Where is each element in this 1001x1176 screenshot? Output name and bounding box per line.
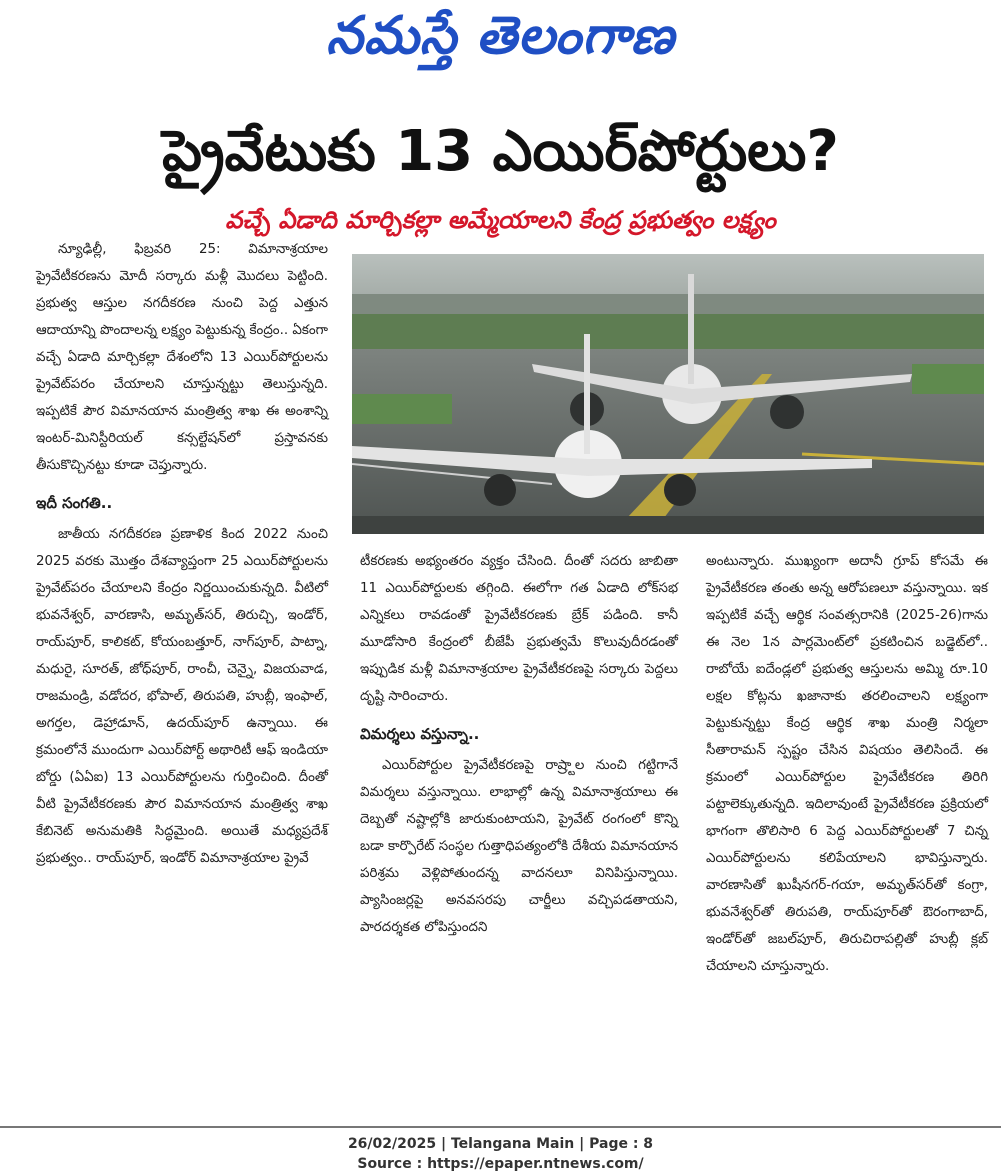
newspaper-logo: నమస్తే తెలంగాణ <box>326 6 675 66</box>
masthead <box>0 0 1001 82</box>
article-subheadline: వచ్చే ఏడాది మార్చికల్లా అమ్మేయాలని కేంద్ర ప్రభుత్వం లక్ష్యం <box>225 206 776 234</box>
section-heading: ఇదీ సంగతి.. <box>36 494 113 512</box>
paragraph: న్యూఢిల్లీ, ఫిబ్రవరి 25: విమానాశ్రయాల ప్రైవేటీకరణను మోదీ సర్కారు మళ్లీ మొదలు పెట్టింది. ప్రభుత్వ ఆస్తుల నగదీకరణ నుంచి పెద్ద ఎత్తున ఆదాయాన్ని పొందాలన్న లక్ష్యం పెట్టుకున్న కేంద్రం.. ఏకంగా వచ్చే ఏడాది మార్చికల్లా దేశంలోని 13 ఎయిర్‌పోర్టులను ప్రైవేట్‌పరం చేయాలని చూస్తున్నట్టు తెలుస్తున్నది. ఇప్పటికే పౌర విమానయాన మంత్రిత్వ శాఖ ఈ అంశాన్ని ఇంటర్-మినిస్టీరియల్ కన్సల్టేషన్‌లో ప్రస్తావనకు తీసుకొచ్చినట్టు కూడా చెప్తున్నారు. <box>36 242 328 473</box>
article-headline: ప్రైవేటుకు 13 ఎయిర్‌పోర్టులు? <box>162 119 839 184</box>
paragraph: జాతీయ నగదీకరణ ప్రణాళిక కింద 2022 నుంచి 2025 వరకు మొత్తం దేశవ్యాప్తంగా 25 ఎయిర్‌పోర్టులను ప్రైవేట్‌పరం చేయాలని కేంద్రం నిర్ణయించుకున్నది. వీటిలో భువనేశ్వర్, వారణాసి, అమృత్‌సర్, తిరుచ్చి, ఇండోర్, రాయ్‌పూర్, కాలికట్, కోయంబత్తూర్, నాగ్‌పూర్, పాట్నా, మధురై, సూరత్, జోధ్‌పూర్, రాంచీ, చెన్నై, విజయవాడ, రాజమండ్రి, వడోదర, భోపాల్, తిరుపతి, హుబ్లీ, ఇంఫాల్, అగర్తల, డెహ్రాడూన్, ఉదయ్‌పూర్ ఉన్నాయి. ఈ క్రమంలోనే ముందుగా ఎయిర్‌పోర్ట్ అథారిటీ ఆఫ్ ఇండియా బోర్డు (ఏఏఐ) 13 ఎయిర్‌పోర్టులను గుర్తించింది. దీంతో వీటి ప్రైవేటీకరణకు పౌర విమానయాన మంత్రిత్వ శాఖ కేబినెట్ అనుమతికి సిద్ధమైంది. అయితే మధ్యప్రదేశ్ ప్రభుత్వం.. రాయ్‌పూర్, ఇండోర్ విమానాశ్రయాల ప్రైవే <box>36 527 328 866</box>
paragraph: టీకరణకు అభ్యంతరం వ్యక్తం చేసింది. దీంతో సదరు జాబితా 11 ఎయిర్‌పోర్టులకు తగ్గింది. ఈలోగా గత ఏడాది లోక్‌సభ ఎన్నికలు రావడంతో ప్రైవేటీకరణకు బ్రేక్ పడింది. కానీ మూడోసారి కేంద్రంలో బీజేపీ ప్రభుత్వమే కొలువుదీరడంతో ఇప్పుడిక మళ్లీ విమానాశ్రయాల ప్రైవేటీకరణపై సర్కారు పెద్దలు దృష్టి సారించారు. <box>360 554 678 704</box>
paragraph: అంటున్నారు. ముఖ్యంగా అదానీ గ్రూప్ కోసమే ఈ ప్రైవేటీకరణ తంతు అన్న ఆరోపణలూ వస్తున్నాయి. ఇక ఇప్పటికే వచ్చే ఆర్థిక సంవత్సరానికి (2025-26)గాను ఈ నెల 1న పార్లమెంట్‌లో ప్రకటించిన బడ్జెట్‌లో.. రాబోయే ఐదేండ్లలో ప్రభుత్వ ఆస్తులను అమ్మి రూ.10 లక్షల కోట్లను ఖజానాకు తరలించాలని లక్ష్యంగా పెట్టుకున్నట్టు కేంద్ర ఆర్థిక శాఖ మంత్రి నిర్మలా సీతారామన్ స్పష్టం చేసిన విషయం తెలిసిందే. ఈ క్రమంలో ఎయిర్‌పోర్టుల ప్రైవేటీకరణ తిరిగి పట్టాలెక్కుతున్నది. ఇదిలావుంటే ప్రైవేటీకరణ ప్రక్రియలో భాగంగా తొలిసారి 6 పెద్ద ఎయిర్‌పోర్టులతో 7 చిన్న ఎయిర్‌పోర్టులను కలిపేయాలని భావిస్తున్నారు. వారణాసితో ఖుషీనగర్-గయా, అమృత్‌సర్‌తో కంగ్రా, భువనేశ్వర్‌తో తిరుపతి, రాయ్‌పూర్‌తో ఔరంగాబాద్, ఇండోర్‌తో జబల్‌పూర్, తిరుచిరాపల్లితో హుబ్లీ క్లబ్ చేయాలని చూస్తున్నారు. <box>706 554 988 974</box>
article-column-2 <box>360 548 678 941</box>
article-column-3 <box>706 548 988 980</box>
paragraph: ఎయిర్‌పోర్టుల ప్రైవేటీకరణపై రాష్ర్టాల నుంచి గట్టిగానే విమర్శలు వస్తున్నాయి. లాభాల్లో ఉన్న విమానాశ్రయాలు ఈ దెబ్బతో నష్టాల్లోకి జారుకుంటాయని, ప్రైవేట్ రంగంలో కొన్ని బడా కార్పొరేట్ సంస్థల గుత్తాధిపత్యంలోకి దేశీయ విమానయాన పరిశ్రమ వెళ్లిపోతుందన్న వాదనలూ వినిపిస్తున్నాయి. ప్యాసింజర్లపై అనవసరపు చార్జీలు వచ్చిపడతాయని, పారదర్శకత లోపిస్తుందని <box>360 758 678 935</box>
airport-runway-photo <box>352 254 984 534</box>
footer-source[interactable]: Source : https://epaper.ntnews.com/ <box>357 1156 644 1172</box>
airplanes-photo-image <box>352 254 984 534</box>
footer-date-page: 26/02/2025 | Telangana Main | Page : 8 <box>347 1136 654 1152</box>
article-column-1 <box>36 236 328 872</box>
footer <box>0 1134 1001 1174</box>
footer-divider <box>0 1126 1001 1128</box>
section-heading: విమర్శలు వస్తున్నా.. <box>360 725 480 743</box>
